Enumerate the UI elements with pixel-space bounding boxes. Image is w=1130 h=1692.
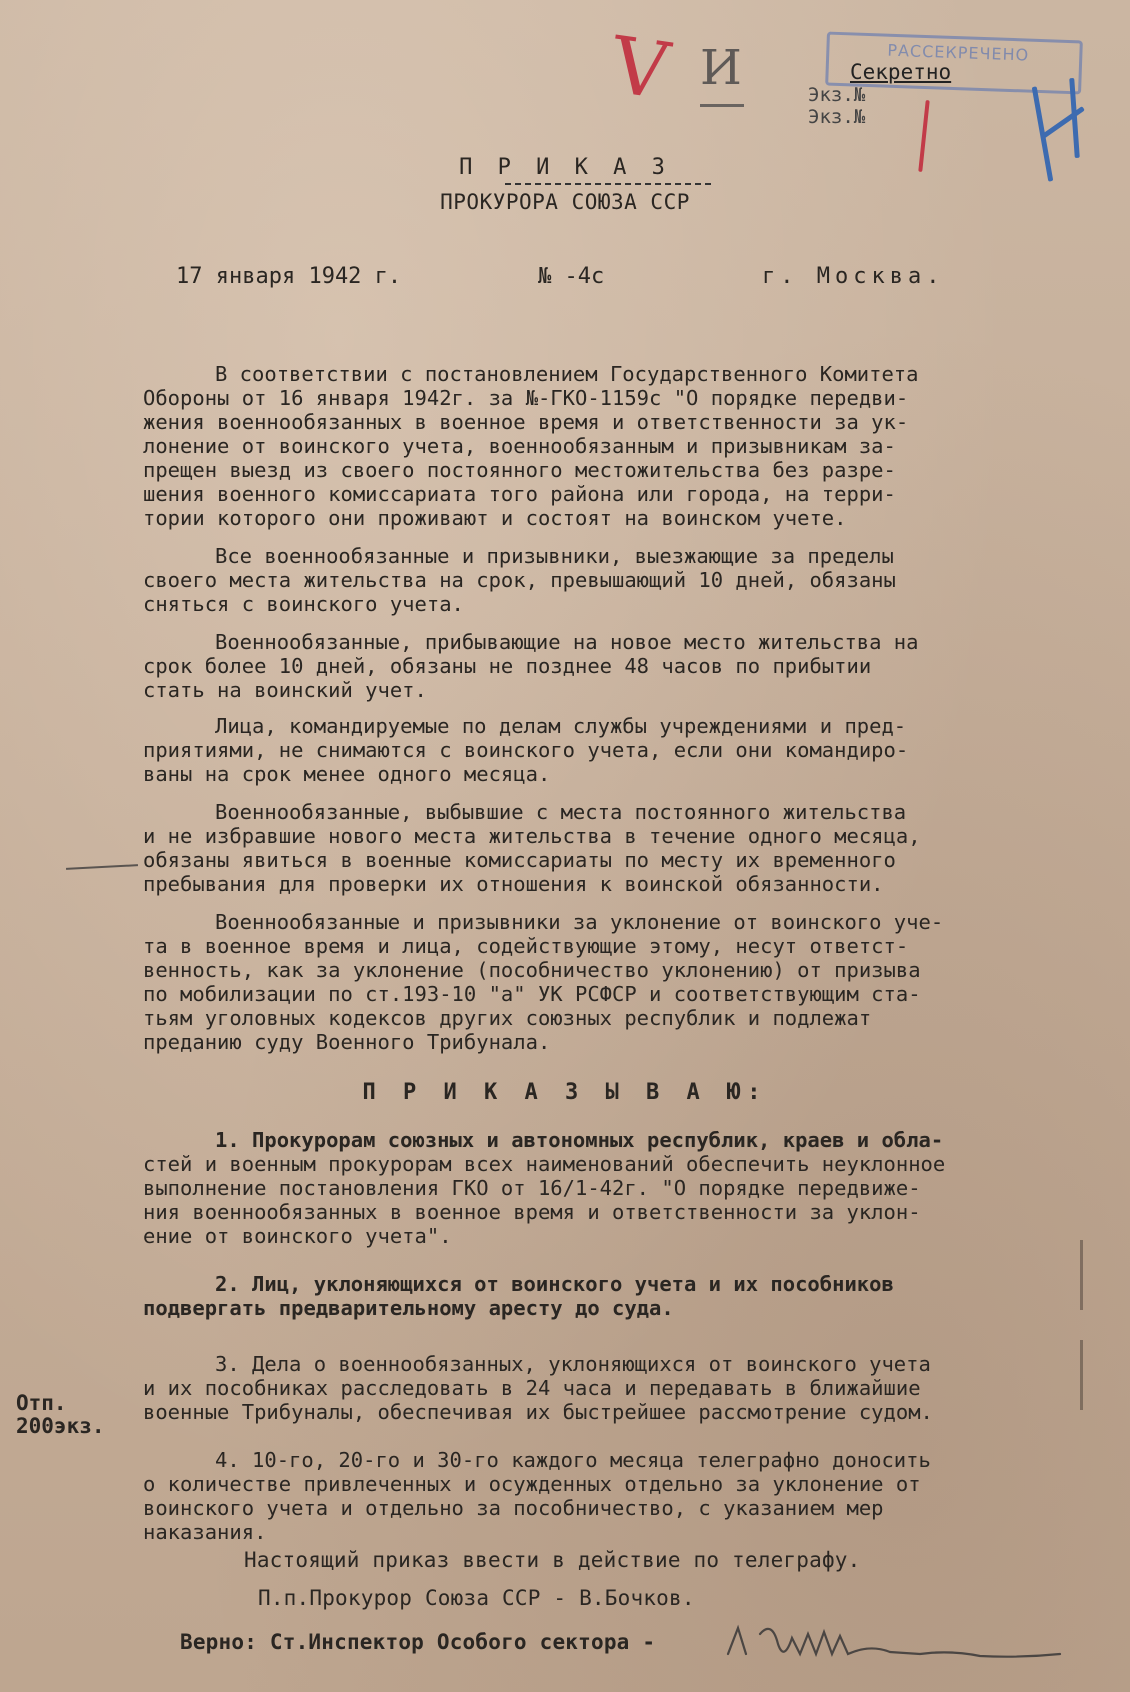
text-line: Обороны от 16 января 1942г. за №-ГКО-1159с "О порядке передви-: [143, 386, 909, 410]
text-line: шения военного комиссариата того района или города, на терри-: [143, 482, 896, 506]
margin-note-line: 200экз.: [16, 1414, 105, 1438]
text-line: подвергать предварительному аресту до суда.: [143, 1296, 674, 1320]
order-date: 17 января 1942 г.: [176, 264, 402, 289]
text-line: ния военнообязанных в военное время и ответственности за уклон-: [143, 1200, 921, 1224]
order-item-1: [143, 1128, 1093, 1248]
margin-note-line: Отп.: [16, 1391, 67, 1415]
order-title: П Р И К А З: [459, 155, 671, 180]
paragraph-2: [143, 544, 1093, 616]
paragraph-6: [143, 910, 1093, 1054]
copy-number-line-1: Экз.№: [808, 84, 866, 106]
text-line: В соответствии с постановлением Государственного Комитета: [215, 362, 919, 386]
text-line: пребывания для проверки их отношения к воинской обязанности.: [143, 872, 884, 896]
order-item-3: [143, 1352, 1093, 1424]
handwritten-signature: [720, 1614, 1100, 1674]
text-line: Военнообязанные, выбывшие с места постоянного жительства: [215, 800, 907, 824]
text-line: 3. Дела о военнообязанных, уклоняющихся от воинского учета: [215, 1352, 931, 1376]
text-line: Все военнообязанные и призывники, выезжающие за пределы: [215, 544, 894, 568]
signature-line: П.п.Прокурор Союза ССР - В.Бочков.: [258, 1586, 695, 1610]
text-line: по мобилизации по ст.193-10 "а" УК РСФСР и соответствующим ста-: [143, 982, 921, 1006]
margin-pencil-stroke: [66, 864, 138, 870]
text-line: тории которого они проживают и состоят на воинском учете.: [143, 506, 847, 530]
text-line: ваны на срок менее одного месяца.: [143, 762, 551, 786]
order-subtitle: ПРОКУРОРА СОЮЗА ССР: [440, 190, 690, 214]
paragraph-3: [143, 630, 1093, 702]
text-line: военные Трибуналы, обеспечивая их быстрейшее рассмотрение судом.: [143, 1400, 933, 1424]
text-line: и их пособниках расследовать в 24 часа и передавать в ближайшие: [143, 1376, 921, 1400]
text-line: ение от воинского учета".: [143, 1224, 452, 1248]
paragraph-1: [143, 362, 1093, 530]
text-line: стей и военным прокурорам всех наименований обеспечить неуклонное: [143, 1152, 946, 1176]
text-line: тьям уголовных кодексов других союзных республик и подлежат: [143, 1006, 872, 1030]
copies-margin-note: [16, 1392, 105, 1438]
blue-pencil-stroke-3: [1041, 106, 1085, 139]
text-line: срок более 10 дней, обязаны не позднее 48 часов по прибытии: [143, 654, 872, 678]
text-line: приятиями, не снимаются с воинского учета, если они командиро-: [143, 738, 909, 762]
verified-line: Верно: Ст.Инспектор Особого сектора -: [180, 1630, 656, 1654]
pencil-mark: И: [700, 40, 742, 96]
text-line: Лица, командируемые по делам службы учреждениями и пред-: [215, 714, 907, 738]
text-line: 2. Лиц, уклоняющихся от воинского учета и их пособников: [215, 1272, 894, 1296]
text-line: жения военнообязанных в военное время и ответственности за ук-: [143, 410, 909, 434]
text-line: 1. Прокурорам союзных и автономных республик, краев и обла-: [215, 1128, 944, 1152]
text-line: та в военное время и лица, содействующие этому, несут ответст-: [143, 934, 909, 958]
pencil-underline: [700, 104, 744, 107]
paragraph-4: [143, 714, 1093, 786]
order-item-2: [143, 1272, 1093, 1320]
text-line: и не избравшие нового места жительства в течение одного месяца,: [143, 824, 921, 848]
text-line: сняться с воинского учета.: [143, 592, 464, 616]
secret-label: Секретно: [850, 60, 952, 84]
title-underline: [505, 183, 715, 185]
text-line: прещен выезд из своего постоянного местожительства без разре-: [143, 458, 896, 482]
text-line: Военнообязанные, прибывающие на новое место жительства на: [215, 630, 919, 654]
text-line: воинского учета и отдельно за пособничество, с указанием мер: [143, 1496, 884, 1520]
secrecy-block: [808, 60, 951, 128]
stamp-label: РАССЕКРЕЧЕНО: [887, 40, 1030, 65]
paragraph-5: [143, 800, 1093, 896]
text-line: преданию суду Военного Трибунала.: [143, 1030, 551, 1054]
text-line: обязаны явиться в военные комиссариаты по месту их временного: [143, 848, 896, 872]
right-margin-bar-1: [1080, 1240, 1083, 1310]
order-item-4: [143, 1448, 1093, 1544]
text-line: стать на воинский учет.: [143, 678, 427, 702]
text-line: наказания.: [143, 1520, 267, 1544]
text-line: венность, как за уклонение (пособничество уклонению) от призыва: [143, 958, 921, 982]
order-city: г. Москва.: [762, 264, 945, 289]
text-line: выполнение постановления ГКО от 16/1-42г. "О порядке передвиже-: [143, 1176, 921, 1200]
right-margin-bar-2: [1080, 1340, 1083, 1410]
copy-number-line-2: Экз.№: [808, 106, 866, 128]
text-line: своего места жительства на срок, превышающий 10 дней, обязаны: [143, 568, 896, 592]
order-number: № -4с: [538, 264, 605, 289]
text-line: Военнообязанные и призывники за уклонение от воинского уче-: [215, 910, 944, 934]
text-line: о количестве привлеченных и осужденных отдельно за уклонение от: [143, 1472, 921, 1496]
red-check-mark: V: [606, 20, 675, 118]
text-line: лонение от воинского учета, военнообязанным и призывникам за-: [143, 434, 896, 458]
order-heading: П Р И К А З Ы В А Ю:: [362, 1080, 768, 1105]
enactment-line: Настоящий приказ ввести в действие по телеграфу.: [244, 1548, 861, 1572]
text-line: 4. 10-го, 20-го и 30-го каждого месяца телеграфно доносить: [215, 1448, 931, 1472]
